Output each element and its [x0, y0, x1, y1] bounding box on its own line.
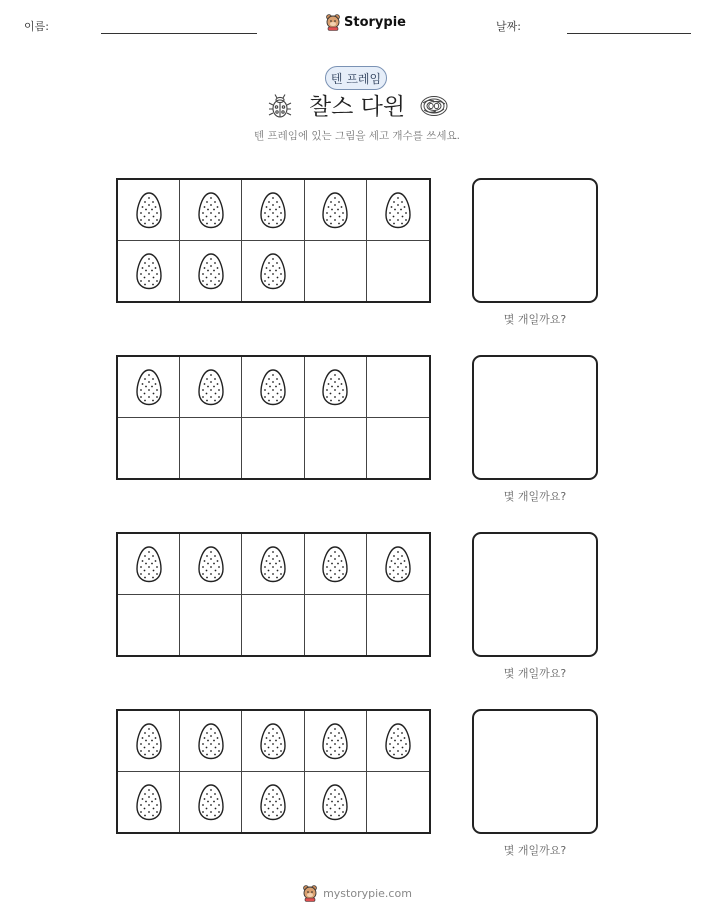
speckled-egg-icon	[321, 545, 349, 583]
speckled-egg-icon	[135, 783, 163, 821]
ten-frame-cell	[305, 180, 367, 241]
ten-frame-cell	[367, 595, 429, 656]
ten-frame-cell	[242, 711, 304, 772]
speckled-egg-icon	[259, 191, 287, 229]
speckled-egg-icon	[197, 191, 225, 229]
speckled-egg-icon	[197, 252, 225, 290]
question-label: 몇 개일까요?	[503, 667, 567, 680]
speckled-egg-icon	[384, 545, 412, 583]
speckled-egg-icon	[321, 191, 349, 229]
ten-frame-cell	[118, 711, 180, 772]
ten-frame-cell	[305, 418, 367, 479]
speckled-egg-icon	[259, 722, 287, 760]
ten-frame-cell	[305, 534, 367, 595]
ten-frame-cell	[305, 595, 367, 656]
question-label: 몇 개일까요?	[503, 844, 567, 857]
ten-frame-cell	[242, 357, 304, 418]
ten-frame-cell	[367, 711, 429, 772]
answer-box[interactable]	[472, 709, 598, 834]
ten-frame-cell	[367, 180, 429, 241]
speckled-egg-icon	[197, 722, 225, 760]
ten-frame	[116, 709, 431, 834]
ten-frame-cell	[305, 711, 367, 772]
ten-frame-cell	[180, 534, 242, 595]
ten-frame-cell	[367, 772, 429, 833]
speckled-egg-icon	[197, 783, 225, 821]
speckled-egg-icon	[384, 191, 412, 229]
instructions: 텐 프레임에 있는 그림을 세고 개수를 쓰세요.	[254, 130, 460, 142]
question-label: 몇 개일까요?	[503, 313, 567, 326]
speckled-egg-icon	[259, 252, 287, 290]
ten-frame	[116, 178, 431, 303]
speckled-egg-icon	[135, 545, 163, 583]
ladybug-icon	[268, 93, 292, 119]
speckled-egg-icon	[197, 545, 225, 583]
nest-icon	[420, 95, 448, 117]
ten-frame-cell	[367, 241, 429, 302]
ten-frame-cell	[242, 595, 304, 656]
ten-frame-cell	[242, 241, 304, 302]
ten-frame-cell	[242, 418, 304, 479]
brand-logo	[325, 13, 406, 31]
ten-frame-cell	[118, 595, 180, 656]
answer-box[interactable]	[472, 355, 598, 480]
speckled-egg-icon	[135, 252, 163, 290]
speckled-egg-icon	[321, 368, 349, 406]
ten-frame-cell	[367, 357, 429, 418]
speckled-egg-icon	[135, 722, 163, 760]
bear-mascot-icon	[302, 884, 318, 902]
ten-frame-cell	[118, 534, 180, 595]
answer-box[interactable]	[472, 178, 598, 303]
question-label: 몇 개일까요?	[503, 490, 567, 503]
ten-frame-cell	[180, 595, 242, 656]
ten-frame-cell	[180, 418, 242, 479]
speckled-egg-icon	[259, 368, 287, 406]
speckled-egg-icon	[135, 368, 163, 406]
ten-frame-cell	[180, 357, 242, 418]
ten-frame-cell	[305, 772, 367, 833]
speckled-egg-icon	[197, 368, 225, 406]
ten-frame-cell	[305, 357, 367, 418]
date-label: 날짜:	[496, 20, 521, 33]
ten-frame-cell	[118, 180, 180, 241]
speckled-egg-icon	[259, 545, 287, 583]
ten-frame-cell	[180, 772, 242, 833]
page-title: 찰스 다윈	[308, 94, 406, 120]
answer-box[interactable]	[472, 532, 598, 657]
date-line	[567, 33, 691, 34]
speckled-egg-icon	[321, 783, 349, 821]
name-label: 이름:	[24, 20, 49, 33]
speckled-egg-icon	[384, 722, 412, 760]
ten-frame-cell	[367, 418, 429, 479]
speckled-egg-icon	[321, 722, 349, 760]
footer-url: mystorypie.com	[323, 886, 412, 900]
ten-frame-cell	[180, 241, 242, 302]
ten-frame-cell	[180, 180, 242, 241]
ten-frame-cell	[242, 180, 304, 241]
ten-frame	[116, 355, 431, 480]
footer	[0, 884, 714, 902]
ten-frame-cell	[180, 711, 242, 772]
ten-frame-cell	[118, 241, 180, 302]
ten-frame	[116, 532, 431, 657]
bear-mascot-icon	[325, 13, 341, 31]
ten-frame-cell	[242, 534, 304, 595]
ten-frame-cell	[118, 357, 180, 418]
ten-frame-cell	[118, 772, 180, 833]
speckled-egg-icon	[135, 191, 163, 229]
speckled-egg-icon	[259, 783, 287, 821]
ten-frame-cell	[242, 772, 304, 833]
ten-frame-cell	[305, 241, 367, 302]
ten-frame-cell	[118, 418, 180, 479]
ten-frame-cell	[367, 534, 429, 595]
name-line	[101, 33, 257, 34]
brand-name: Storypie	[344, 14, 406, 30]
topic-badge: 텐 프레임	[325, 66, 387, 90]
